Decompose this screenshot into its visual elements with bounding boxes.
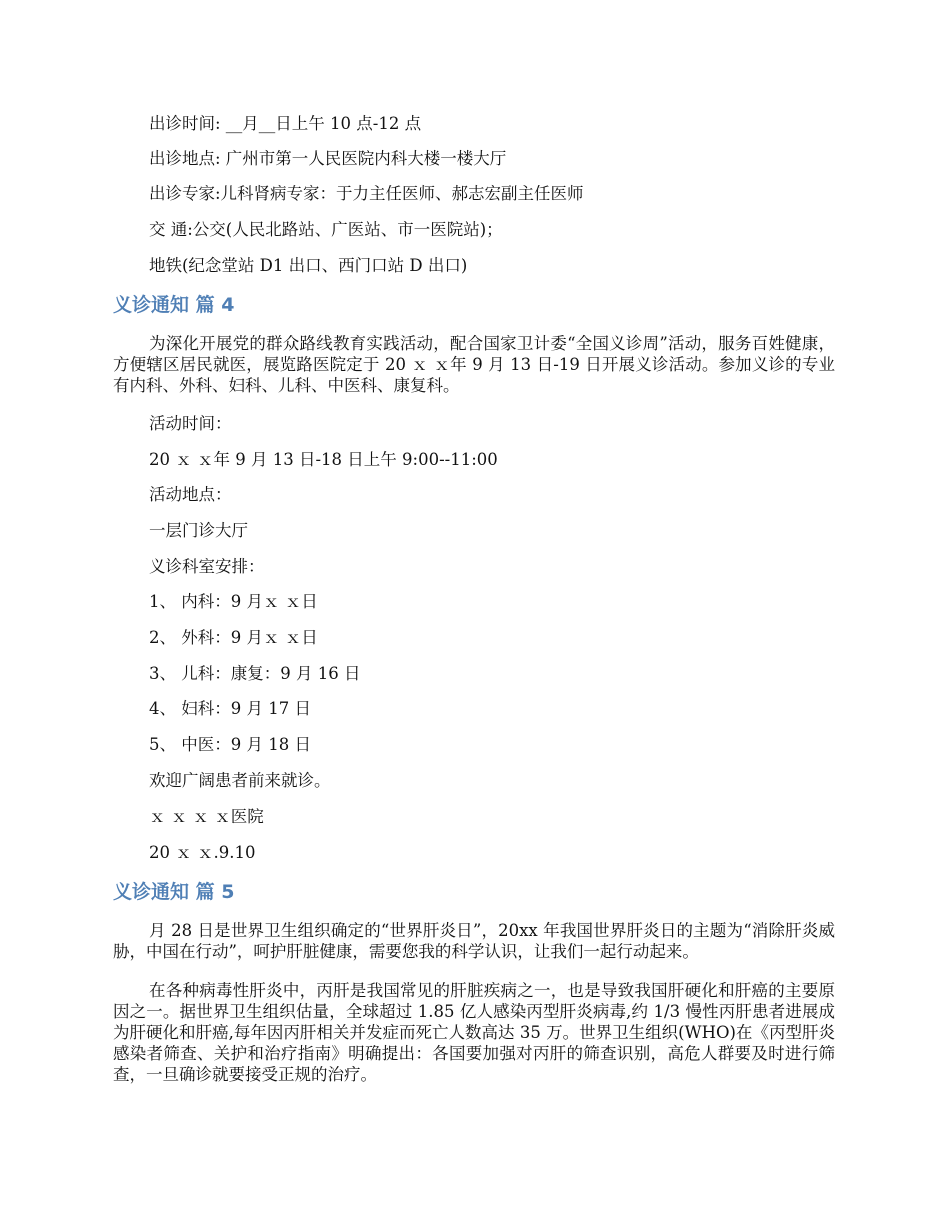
- section-5-heading: 义诊通知 篇 5: [113, 881, 235, 903]
- list-item: 活动时间：: [149, 414, 232, 433]
- signature-hospital: ｘ ｘ ｘ ｘ医院: [149, 807, 264, 826]
- list-item: 20 ｘ ｘ年 9 月 13 日-18 日上午 9:00--11:00: [149, 450, 498, 469]
- list-item: 义诊科室安排：: [149, 557, 265, 576]
- list-item: 2、 外科：9 月ｘ ｘ日: [149, 628, 318, 647]
- section-4-heading: 义诊通知 篇 4: [113, 294, 235, 316]
- visit-time-line: 出诊时间: __月__日上午 10 点-12 点: [149, 114, 422, 133]
- visit-location-line: 出诊地点: 广州市第一人民医院内科大楼一楼大厅: [149, 149, 507, 168]
- transport-metro-line: 地铁(纪念堂站 D1 出口、西门口站 D 出口): [149, 256, 468, 275]
- list-item: 一层门诊大厅: [149, 521, 248, 540]
- list-item: 4、 妇科：9 月 17 日: [149, 699, 311, 718]
- list-item: 1、 内科：9 月ｘ ｘ日: [149, 592, 318, 611]
- section-4-intro: 为深化开展党的群众路线教育实践活动，配合国家卫计委“全国义诊周”活动，服务百姓健康，方便辖区居民就医，展览路医院定于 20 ｘ ｘ年 9 月 13 日-19 日开展义诊活动。参加义诊的专业有内科、外科、妇科、儿科、中医科、康复科。: [113, 334, 835, 395]
- list-item: 活动地点：: [149, 485, 232, 504]
- transport-bus-line: 交 通:公交(人民北路站、广医站、市一医院站)；: [149, 220, 503, 239]
- list-item: 欢迎广阔患者前来就诊。: [149, 771, 331, 790]
- section-5-paragraph-1: 月 28 日是世界卫生组织确定的“世界肝炎日”，20xx 年我国世界肝炎日的主题为“消除肝炎威胁，中国在行动”，呵护肝脏健康，需要您我的科学认识，让我们一起行动起来。: [113, 921, 835, 961]
- visit-experts-line: 出诊专家:儿科肾病专家：于力主任医师、郝志宏副主任医师: [149, 184, 584, 203]
- signature-date: 20 ｘ ｘ.9.10: [149, 843, 256, 862]
- list-item: 3、 儿科：康复：9 月 16 日: [149, 664, 361, 683]
- section-5-paragraph-2: 在各种病毒性肝炎中，丙肝是我国常见的肝脏疾病之一，也是导致我国肝硬化和肝癌的主要原因之一。据世界卫生组织估量，全球超过 1.85 亿人感染丙型肝炎病毒,约 1/3 慢性丙肝患者进展成为肝硬化和肝癌,每年因丙肝相关并发症而死亡人数高达 35 万。世界卫生组织(WHO)在《丙型肝炎感染者筛查、关护和治疗指南》明确提出：各国要加强对丙肝的筛查识别，高危人群要及时进行筛查，一旦确诊就要接受正规的治疗。: [113, 981, 835, 1084]
- list-item: 5、 中医：9 月 18 日: [149, 735, 311, 754]
